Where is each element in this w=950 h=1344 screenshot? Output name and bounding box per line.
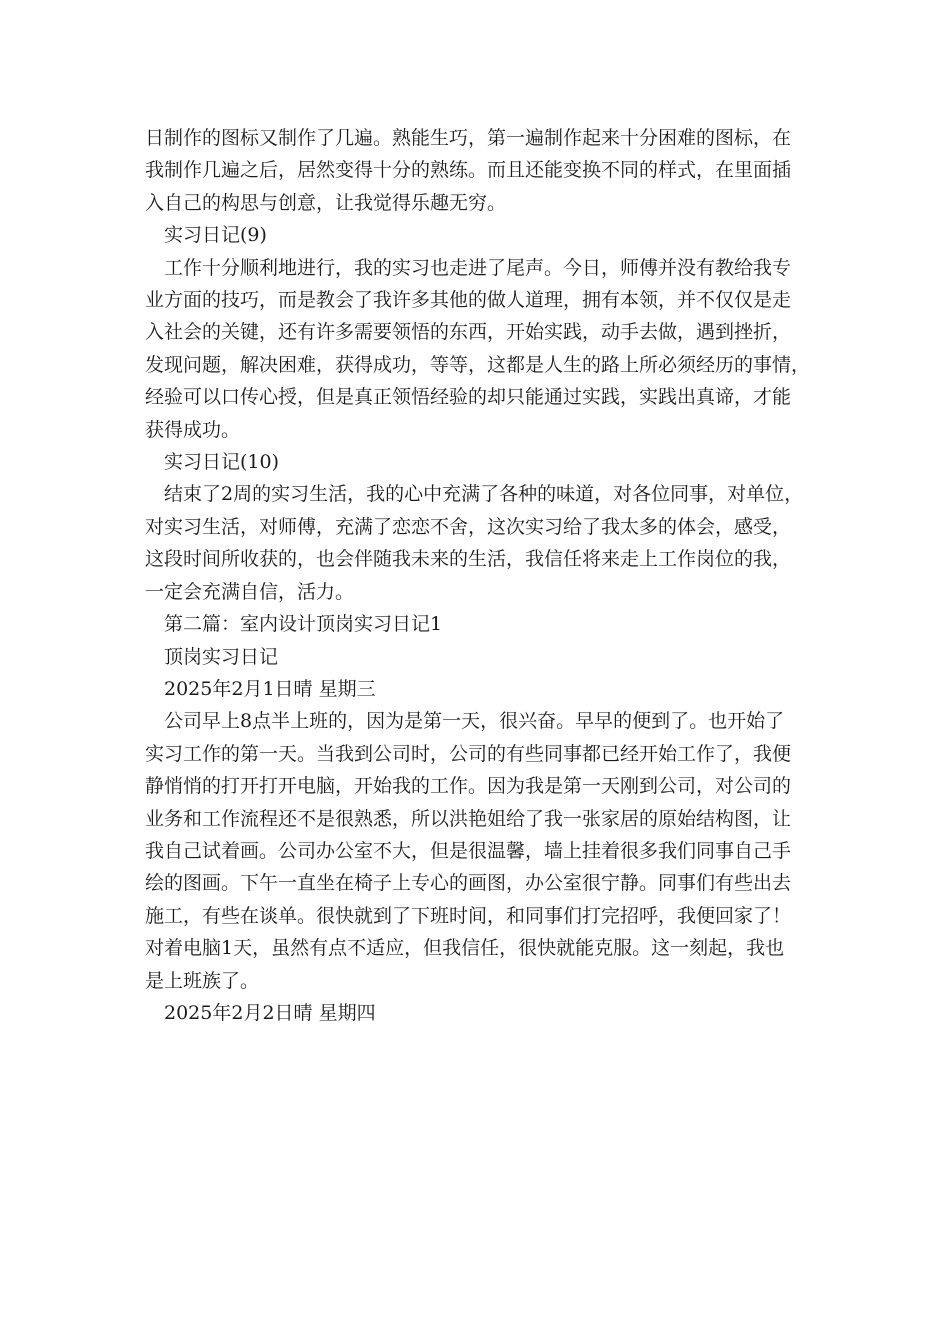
text-line: 业方面的技巧，而是教会了我许多其他的做人道理，拥有本领，并不仅仅是走 bbox=[145, 289, 792, 312]
text-line: 结束了2周的实习生活，我的心中充满了各种的味道，对各位同事，对单位， bbox=[164, 483, 804, 506]
text-line: 对着电脑1天，虽然有点不适应，但我信任，很快就能克服。这一刻起，我也 bbox=[145, 937, 785, 960]
text-line: 入社会的关键，还有许多需要领悟的东西，开始实践，动手去做，遇到挫折， bbox=[145, 321, 792, 344]
text-line: 实习日记(9) bbox=[164, 224, 267, 247]
text-line: 我制作几遍之后，居然变得十分的熟练。而且还能变换不同的样式，在里面插 bbox=[145, 159, 792, 182]
text-line: 实习工作的第一天。当我到公司时，公司的有些同事都已经开始工作了，我便 bbox=[145, 742, 792, 765]
text-line: 业务和工作流程还不是很熟悉，所以洪艳姐给了我一张家居的原始结构图，让 bbox=[145, 807, 792, 830]
text-line: 施工，有些在谈单。很快就到了下班时间，和同事们打完招呼，我便回家了！ bbox=[145, 904, 792, 927]
text-line: 这段时间所收获的，也会伴随我未来的生活，我信任将来走上工作岗位的我， bbox=[145, 548, 792, 571]
text-line: 日制作的图标又制作了几遍。熟能生巧，第一遍制作起来十分困难的图标，在 bbox=[145, 127, 792, 149]
text-line: 获得成功。 bbox=[145, 418, 241, 441]
text-line: 对实习生活，对师傅，充满了恋恋不舍，这次实习给了我太多的体会，感受， bbox=[145, 515, 792, 538]
text-line: 绘的图画。下午一直坐在椅子上专心的画图，办公室很宁静。同事们有些出去 bbox=[145, 872, 792, 895]
text-line: 工作十分顺利地进行，我的实习也走进了尾声。今日，师傅并没有教给我专 bbox=[164, 256, 792, 279]
text-line: 公司早上8点半上班的，因为是第一天，很兴奋。早早的便到了。也开始了 bbox=[164, 710, 785, 733]
text-line: 静悄悄的打开打开电脑，开始我的工作。因为我是第一天刚到公司，对公司的 bbox=[145, 775, 792, 798]
text-line: 入自己的构思与创意，让我觉得乐趣无穷。 bbox=[145, 191, 507, 214]
text-line: 2025年2月2日晴 星期四 bbox=[164, 1001, 376, 1024]
text-line: 2025年2月1日晴 星期三 bbox=[164, 677, 376, 700]
text-line: 经验可以口传心授，但是真正领悟经验的却只能通过实践，实践出真谛，才能 bbox=[145, 386, 792, 409]
text-line: 一定会充满自信，活力。 bbox=[145, 580, 355, 603]
document-body bbox=[145, 122, 810, 1029]
text-line: 发现问题，解决困难，获得成功，等等，这都是人生的路上所必须经历的事情， bbox=[145, 353, 811, 376]
text-line: 实习日记(10) bbox=[164, 451, 280, 474]
text-line: 是上班族了。 bbox=[145, 969, 260, 992]
text-line: 顶岗实习日记 bbox=[164, 645, 279, 668]
text-line: 我自己试着画。公司办公室不大，但是很温馨，墙上挂着很多我们同事自己手 bbox=[145, 839, 792, 862]
text-line: 第二篇：室内设计顶岗实习日记1 bbox=[164, 613, 443, 636]
